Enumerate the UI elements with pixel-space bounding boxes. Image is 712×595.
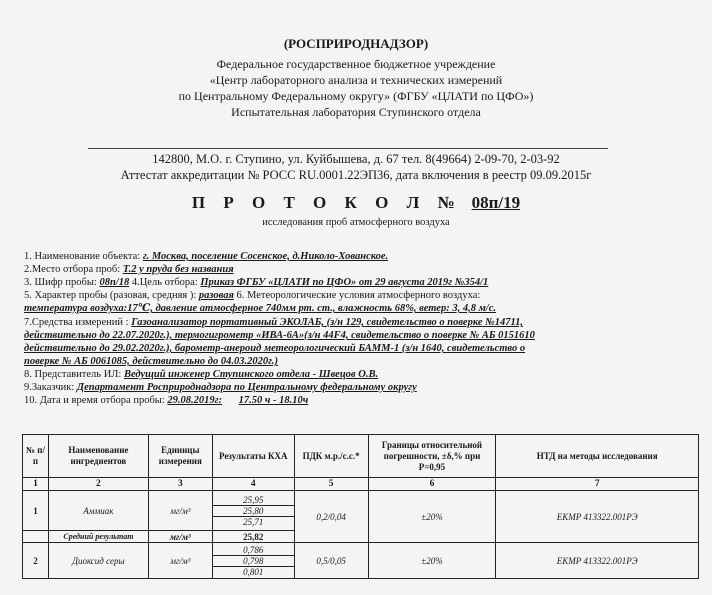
ntd-cell: ЕКМР 413322.001РЭ: [496, 491, 699, 543]
result-value: 25,71: [243, 516, 264, 527]
field-date-label: 10. Дата и время отбора пробы:: [24, 395, 165, 406]
field-object-value: г. Москва, поселение Сосенское, д.Николо-Хованское.: [142, 251, 389, 262]
table-index-row: [23, 478, 699, 491]
unit-cell: мг/м³: [148, 491, 212, 531]
field-customer: [24, 382, 417, 394]
col-header-num: № п/ п: [23, 435, 49, 478]
protocol-number: 08п/19: [471, 193, 521, 212]
index-cell: 5: [294, 478, 368, 491]
row-number: 1: [23, 491, 49, 531]
field-object: [24, 251, 388, 263]
field-type-label: 5. Характер пробы (разовая, средняя ):: [24, 290, 197, 301]
protocol-subtitle: исследования проб атмосферного воздуха: [262, 217, 450, 228]
field-date-value: 29.08.2019г:: [167, 395, 223, 406]
field-customer-value: Департамент Росприроднадзора по Центральному федеральному округу: [76, 382, 417, 393]
ingredient-name: Аммиак: [48, 491, 148, 531]
header-line-1: Федеральное государственное бюджетное учреждение: [216, 57, 496, 71]
col-header-unit: Единицы измерения: [148, 435, 212, 478]
unit-cell: мг/м³: [148, 543, 212, 579]
field-meteo-label: 6. Метеорологические условия атмосферного воздуха:: [236, 290, 481, 301]
col-header-error: Границы относительной погрешности, ±δ,% при P=0,95: [368, 435, 496, 478]
field-representative-value: Ведущий инженер Ступинского отдела - Швецов О.В.: [123, 369, 379, 380]
field-date: [24, 395, 308, 407]
average-value: 25,82: [212, 531, 294, 543]
index-cell: 6: [368, 478, 496, 491]
field-place: [24, 264, 234, 276]
field-instruments-d: [24, 356, 278, 368]
ntd-cell: ЕКМР 413322.001РЭ: [496, 543, 699, 579]
index-cell: 2: [48, 478, 148, 491]
field-instruments-value-d: поверке № АБ 0061085, действительно до 04.03.2020г.): [24, 356, 278, 367]
field-instruments-value-b: действительно до 22.07.2020г.), термогигрометр «ИВА-6А»(з/н 44F4, свидетельство о поверке № АБ 0151610: [24, 330, 535, 341]
field-place-label: 2.Место отбора проб:: [24, 264, 121, 275]
col-header-pdk: ПДК м.р./с.с.*: [294, 435, 368, 478]
field-meteo-value: температура воздуха:17℃, давление атмосферное 740мм рт. ст., влажность 68%, ветер: 3, 4,8 м/с.: [24, 303, 496, 314]
index-cell: 7: [496, 478, 699, 491]
index-cell: 4: [212, 478, 294, 491]
field-place-value: Т.2 у пруда без названия: [122, 264, 234, 275]
field-type-value: разовая: [198, 290, 234, 301]
result-value: 25,95: [213, 495, 294, 506]
field-type-meteo: [24, 290, 480, 302]
field-code-label: 3. Шифр пробы:: [24, 277, 97, 288]
accreditation: Аттестат аккредитации № РОСС RU.0001.22ЭП36, дата включения в реестр 09.09.2015г: [120, 168, 592, 182]
index-cell: 3: [148, 478, 212, 491]
field-code-purpose: [24, 277, 488, 289]
pdk-cell: 0,5/0,05: [294, 543, 368, 579]
table-row: [23, 491, 699, 531]
field-instruments-b: [24, 330, 535, 342]
table-header-row: [23, 435, 699, 478]
address: 142800, М.О. г. Ступино, ул. Куйбышева, д. 67 тел. 8(49664) 2-09-70, 2-03-92: [152, 152, 560, 166]
field-representative-label: 8. Представитель ИЛ:: [24, 369, 122, 380]
col-header-result: Результаты КХА: [212, 435, 294, 478]
field-customer-label: 9.Заказчик:: [24, 382, 75, 393]
field-meteo-value-row: [24, 303, 496, 315]
results-cell: [212, 543, 294, 579]
error-cell: ±20%: [368, 543, 496, 579]
pdk-cell: 0,2/0,04: [294, 491, 368, 543]
row-number: 2: [23, 543, 49, 579]
error-cell: ±20%: [368, 491, 496, 543]
protocol-title-text: П Р О Т О К О Л №: [191, 193, 462, 212]
average-unit: мг/м³: [148, 531, 212, 543]
field-instruments-c: [24, 343, 525, 355]
field-time-value: 17.50 ч - 18.10ч: [238, 395, 309, 406]
result-value: 0,798: [213, 556, 294, 567]
table-row: [23, 543, 699, 579]
field-object-label: 1. Наименование объекта:: [24, 251, 141, 262]
protocol-title: [0, 193, 712, 213]
col-header-ntd: НТД на методы исследования: [496, 435, 699, 478]
result-value: 0,801: [243, 566, 264, 577]
index-cell: 1: [23, 478, 49, 491]
field-instruments-value-c: действительно до 29.02.2020г.), барометр-анероид метеорологический БАММ-1 (з/н 1640, свидетельство о: [24, 343, 526, 354]
header-line-4: Испытательная лаборатория Ступинского отдела: [231, 105, 481, 119]
average-label: Средний результат: [48, 531, 148, 543]
header-divider: [88, 148, 608, 149]
field-instruments-value-a: Газоанализатор портативный ЭКОЛАБ, (з/н 129, свидетельство о поверке №14711,: [131, 317, 524, 328]
result-value: 25,80: [213, 506, 294, 517]
org-name: (РОСПРИРОДНАДЗОР): [283, 36, 429, 51]
field-code-value: 08п/18: [99, 277, 130, 288]
result-value: 0,786: [213, 545, 294, 556]
header-line-3: по Центральному Федеральному округу» (ФГБУ «ЦЛАТИ по ЦФО»): [178, 89, 534, 103]
results-table: [22, 434, 699, 579]
field-purpose-value: Приказ ФГБУ «ЦЛАТИ по ЦФО» от 29 августа 2019г №354/1: [200, 277, 489, 288]
col-header-name: Наименование ингредиентов: [48, 435, 148, 478]
field-instruments-label: 7.Средства измерений :: [24, 317, 129, 328]
results-cell: [212, 491, 294, 531]
field-instruments: [24, 317, 523, 329]
header-line-2: «Центр лабораторного анализа и технических измерений: [209, 73, 503, 87]
avg-blank: [23, 531, 49, 543]
ingredient-name: Диоксид серы: [48, 543, 148, 579]
field-representative: [24, 369, 378, 381]
field-purpose-label: 4.Цель отбора:: [131, 277, 198, 288]
